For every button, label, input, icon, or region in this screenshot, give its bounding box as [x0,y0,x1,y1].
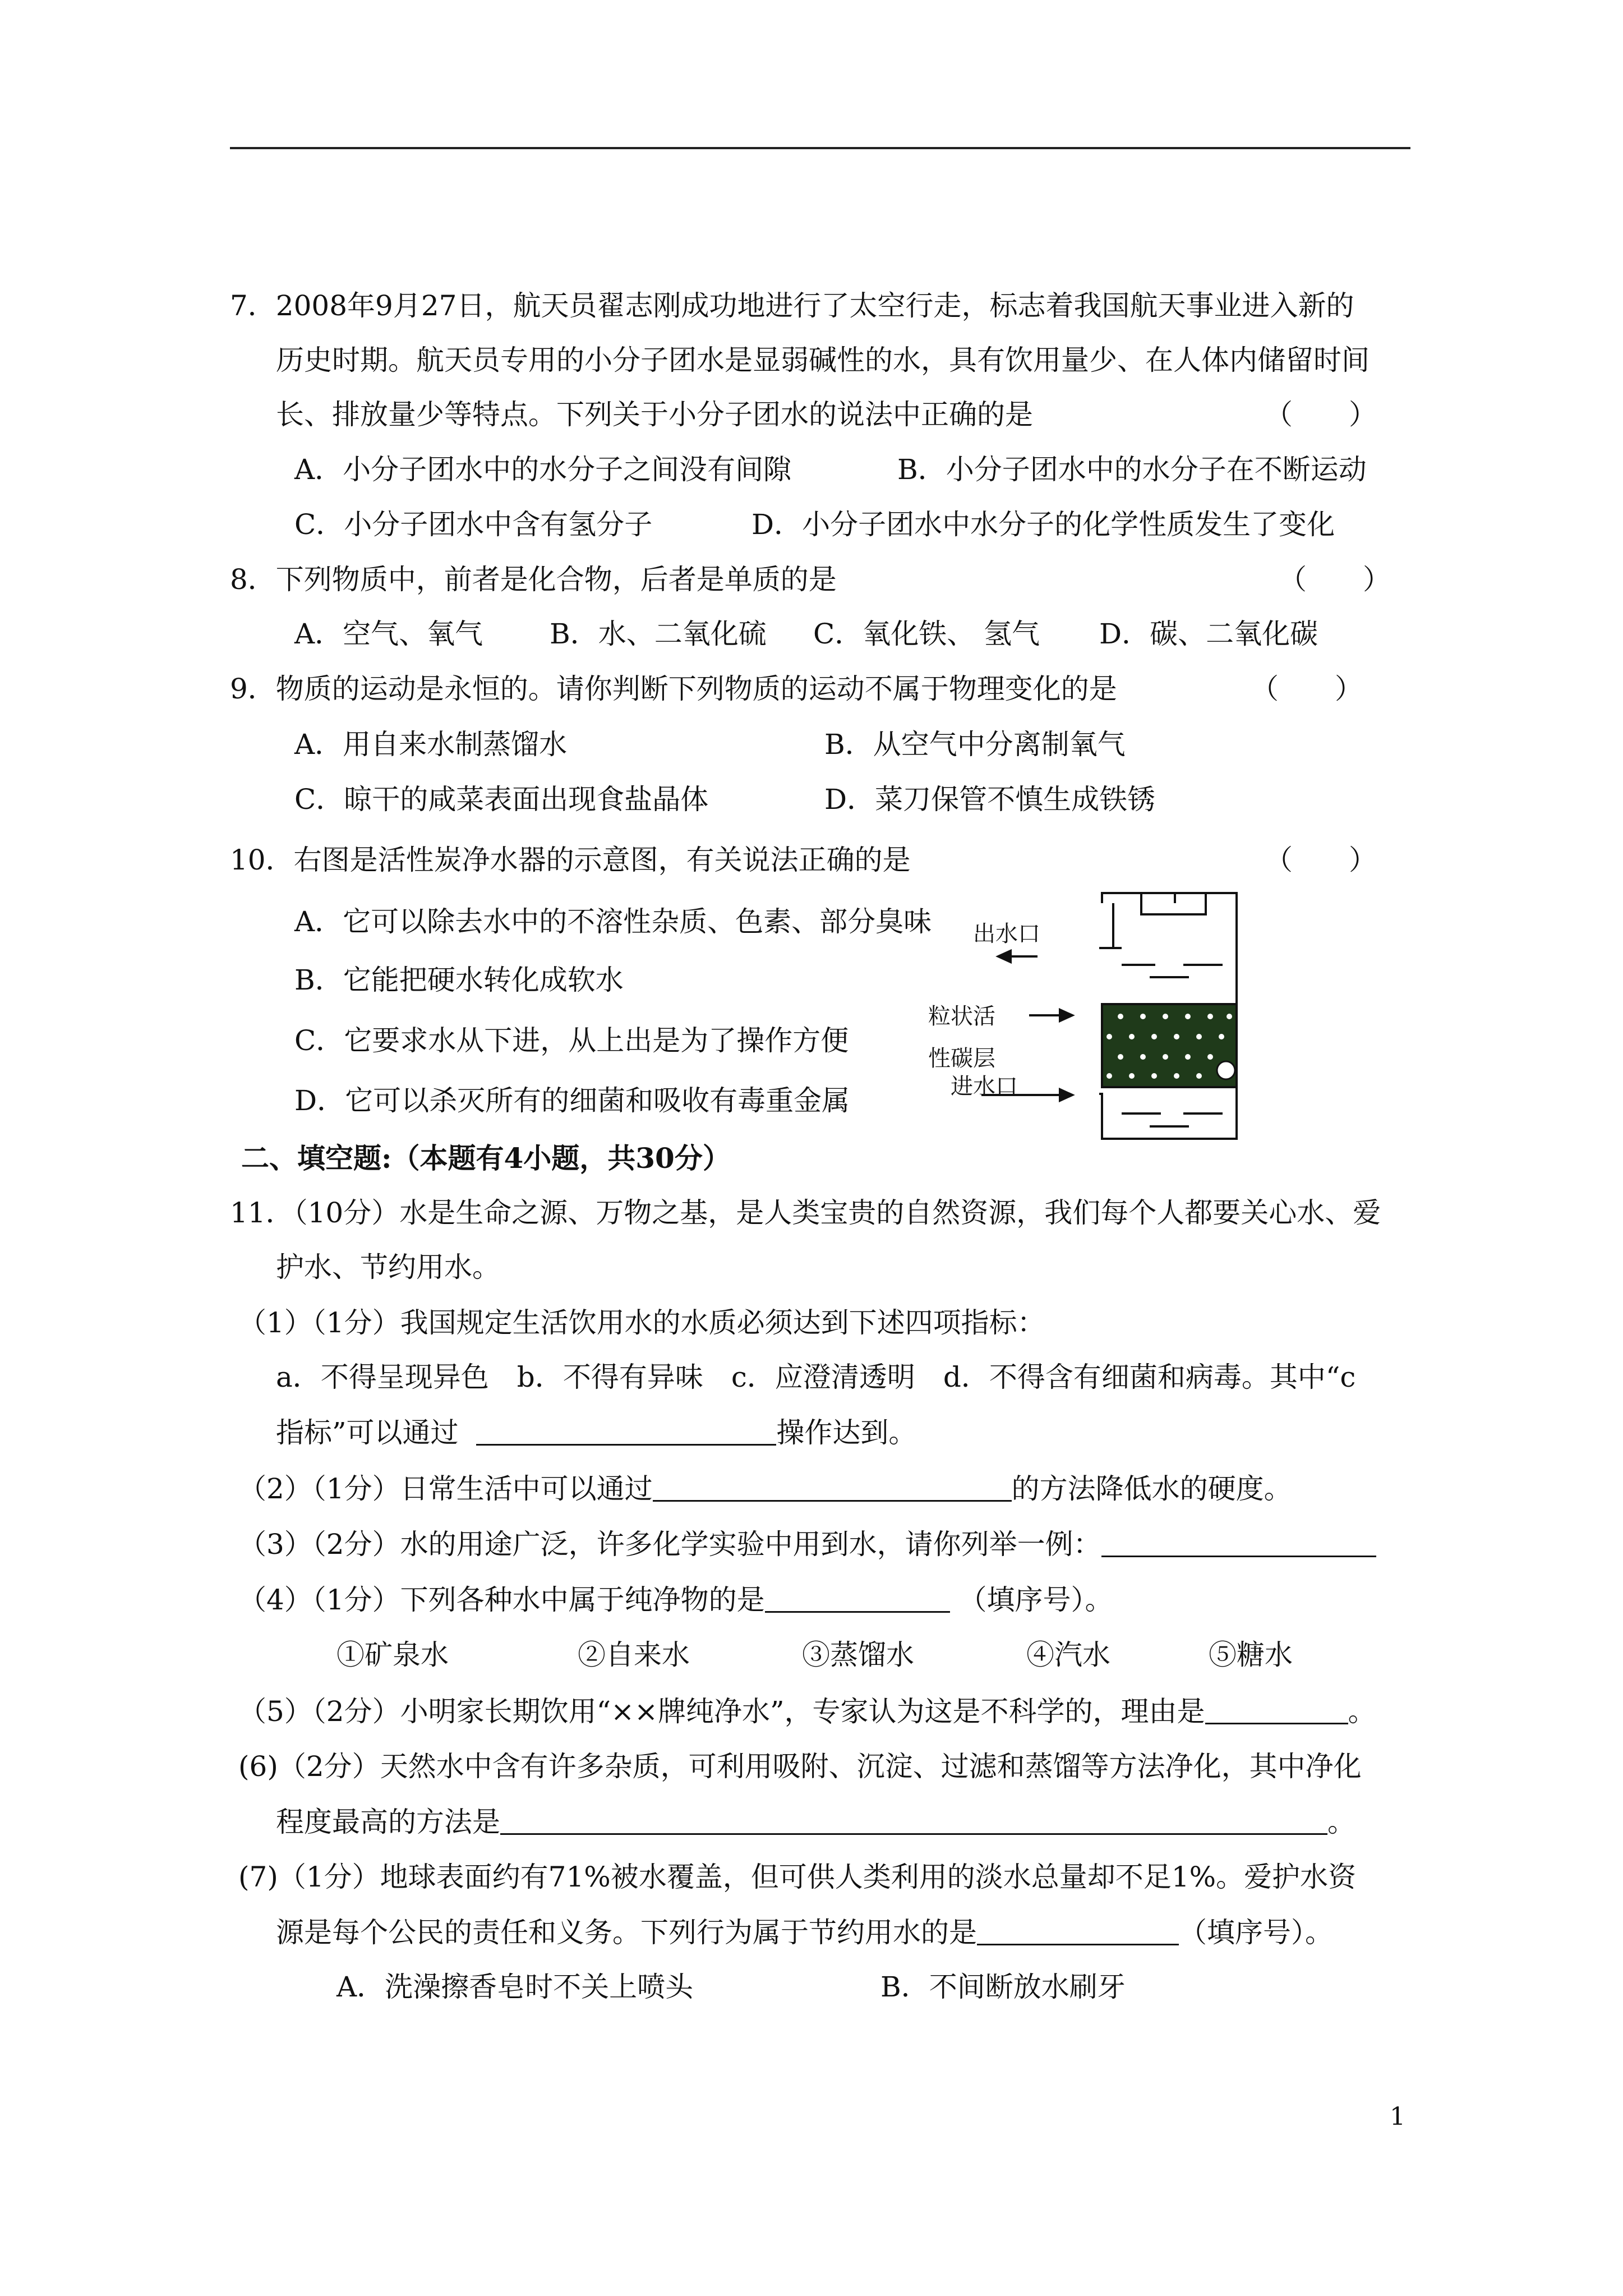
section-title-fill-in: 二、填空题:（本题有4小题，共30分） [241,1142,731,1175]
q11-part2-text: （2）（1分）日常生活中可以通过 [238,1473,653,1505]
q7-answer-bracket: （ ） [1265,398,1377,431]
q11-part6-tail-end: 。 [1327,1806,1355,1838]
q9-stem: 9．物质的运动是永恒的。请你判断下列物质的运动不属于物理变化的是 [230,673,1117,705]
q11-part3-text: （3）（2分）水的用途广泛，许多化学实验中用到水，请你列举一例： [238,1528,1101,1561]
q11-part5-answer-blank[interactable] [1205,1697,1348,1724]
q11-part3 [238,1528,1376,1561]
q11-stem-line1: 11．（10分）水是生命之源、万物之基，是人类宝贵的自然资源，我们每个人都要关心水、爱 [230,1197,1381,1229]
q7-option-a: A．小分子团水中的水分子之间没有间隙 [294,453,792,486]
q9-option-c: C．晾干的咸菜表面出现食盐晶体 [294,783,709,816]
q11-part7-tail [276,1918,1333,1947]
q11-part3-answer-blank[interactable] [1101,1530,1376,1557]
outlet-label: 出水口 [973,921,1040,947]
q8-answer-bracket: （ ） [1279,563,1391,596]
q11-part6-answer-blank[interactable] [500,1807,1327,1835]
q11-part6-tail-text: 程度最高的方法是 [276,1806,500,1838]
q10-stem: 10．右图是活性炭净水器的示意图，有关说法正确的是 [230,844,911,876]
q11-part1-tail-text: 指标”可以通过 [276,1416,459,1449]
q9-answer-bracket: （ ） [1251,673,1363,705]
q9-option-a: A．用自来水制蒸馏水 [294,728,568,761]
q7-option-b: B．小分子团水中的水分子在不断运动 [897,453,1367,486]
q10-option-a: A．它可以除去水中的不溶性杂质、色素、部分臭味 [294,905,932,938]
q11-part4-choice-1: ①矿泉水 [336,1639,449,1671]
q10-option-b: B．它能把硬水转化成软水 [294,964,624,996]
q11-part1-items: a．不得呈现异色 b．不得有异味 c．应澄清透明 d．不得含有细菌和病毒。其中“c [276,1361,1356,1393]
q11-part6: (6)（2分）天然水中含有许多杂质，可利用吸附、沉淀、过滤和蒸馏等方法净化，其中净化 [238,1750,1362,1783]
q7-stem-line1: 7．2008年9月27日，航天员翟志刚成功地进行了太空行走，标志着我国航天事业进入新的 [230,289,1354,322]
q11-part7: (7)（1分）地球表面约有71%被水覆盖，但可供人类利用的淡水总量却不足1%。爱护水资 [238,1861,1357,1893]
q11-part1-tail [276,1418,916,1447]
q11-part1-answer-blank[interactable] [476,1418,776,1446]
q8-option-a: A．空气、氧气 [294,618,483,650]
q11-part2-answer-blank[interactable] [653,1474,1012,1502]
q11-part7-option-a: A．洗澡擦香皂时不关上喷头 [336,1971,694,2003]
inlet-label: 进水口 [951,1074,1018,1099]
q11-part5-tail: 。 [1348,1695,1376,1728]
q8-stem: 8．下列物质中，前者是化合物，后者是单质的是 [230,563,837,596]
q11-part5-text: （5）（2分）小明家长期饮用“××牌纯净水”，专家认为这是不科学的，理由是 [238,1695,1205,1728]
q11-part7-option-b: B．不间断放水刷牙 [880,1971,1126,2003]
q11-stem-line2: 护水、节约用水。 [276,1251,500,1283]
q11-part2-tail: 的方法降低水的硬度。 [1011,1473,1292,1505]
q11-part7-tail-text: 源是每个公民的责任和义务。下列行为属于节约用水的是 [276,1916,977,1949]
q11-part4-choice-2: ②自来水 [578,1639,690,1671]
q11-part7-answer-blank[interactable] [977,1918,1179,1945]
q9-option-d: D．菜刀保管不慎生成铁锈 [824,783,1156,816]
q10-option-c: C．它要求水从下进，从上出是为了操作方便 [294,1024,849,1057]
q11-part5 [238,1697,1376,1726]
q11-part4-answer-blank[interactable] [765,1585,950,1613]
q7-stem-line3: 长、排放量少等特点。下列关于小分子团水的说法中正确的是 [276,398,1033,431]
q11-part6-tail [276,1807,1355,1836]
carbon-layer-label-line1: 粒状活 [928,1004,995,1029]
q10-answer-bracket: （ ） [1265,844,1377,876]
q8-option-b: B．水、二氧化硫 [550,618,767,650]
q11-part2 [238,1474,1292,1503]
q11-part1-tail-end: 操作达到。 [776,1416,917,1449]
q7-option-d: D．小分子团水中水分子的化学性质发生了变化 [751,508,1335,541]
q10-option-d: D．它可以杀灭所有的细菌和吸收有毒重金属 [294,1084,850,1117]
page-number: 1 [1390,2102,1405,2131]
q11-part4-choice-5: ⑤糖水 [1209,1639,1293,1671]
q11-part4 [238,1585,1113,1614]
q7-stem-line2: 历史时期。航天员专用的小分子团水是显弱碱性的水，具有饮用量少、在人体内储留时间 [276,344,1370,376]
q11-part4-text: （4）（1分）下列各种水中属于纯净物的是 [238,1584,765,1616]
q8-option-c: C．氧化铁、 氢气 [813,618,1040,650]
q11-part4-choice-4: ④汽水 [1026,1639,1110,1671]
q11-part1: （1）（1分）我国规定生活饮用水的水质必须达到下述四项指标： [238,1306,1045,1339]
q11-part7-tail-end: （填序号）。 [1179,1916,1333,1949]
q7-option-c: C．小分子团水中含有氢分子 [294,508,653,541]
q9-option-b: B．从空气中分离制氧气 [824,728,1126,761]
q11-part4-choice-3: ③蒸馏水 [802,1639,914,1671]
carbon-layer-label-line2: 性碳层 [928,1046,995,1071]
q11-part4-tail: （填序号）。 [958,1584,1113,1616]
header-rule [230,147,1410,149]
q8-option-d: D．碳、二氧化碳 [1099,618,1318,650]
carbon-filter-diagram [920,892,1245,1150]
